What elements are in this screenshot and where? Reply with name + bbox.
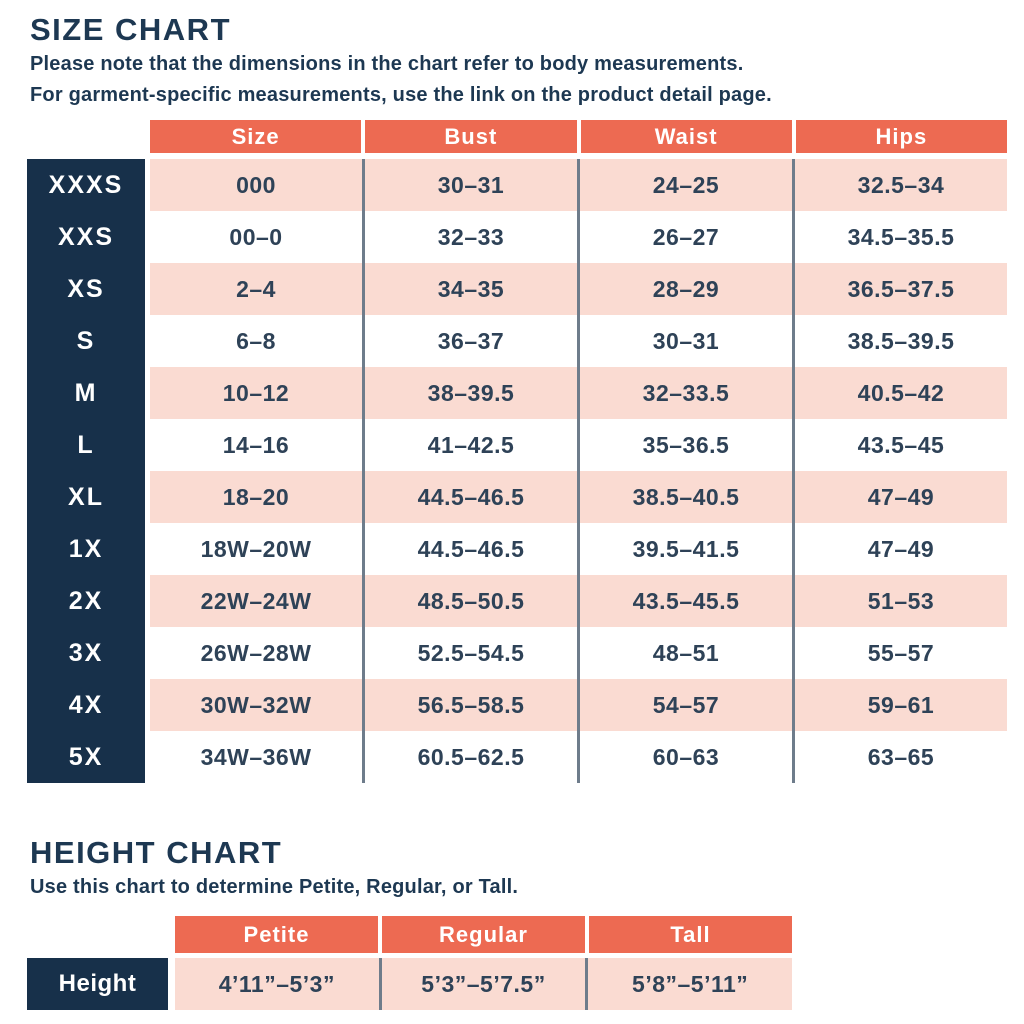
height-table-row (175, 958, 792, 1010)
size-label-column (27, 159, 145, 783)
table-row (150, 315, 1007, 367)
hips-cell: 55–57 (792, 627, 1007, 679)
waist-cell: 32–33.5 (577, 367, 792, 419)
size-cell: 18W–20W (200, 535, 312, 562)
bust-cell: 30–31 (362, 159, 577, 211)
height-row-label: Height (27, 958, 168, 1010)
hips-cell: 32.5–34 (792, 159, 1007, 211)
height-table-header-row (175, 916, 792, 953)
bust-cell: 48.5–50.5 (362, 575, 577, 627)
table-row (150, 263, 1007, 315)
size-cell: 26W–28W (200, 639, 312, 666)
hips-cell: 43.5–45 (792, 419, 1007, 471)
size-row-label: 4X (68, 690, 104, 719)
waist-cell: 60–63 (577, 731, 792, 783)
size-row-label: XXS (57, 222, 115, 251)
waist-cell: 26–27 (577, 211, 792, 263)
regular-height-cell: 5’3”–5’7.5” (379, 958, 586, 1010)
hips-cell: 47–49 (792, 471, 1007, 523)
bust-cell: 44.5–46.5 (362, 471, 577, 523)
table-row (150, 627, 1007, 679)
size-table-body (27, 159, 1024, 783)
table-row (150, 367, 1007, 419)
bust-cell: 41–42.5 (362, 419, 577, 471)
size-table (27, 120, 1024, 783)
bust-cell: 44.5–46.5 (362, 523, 577, 575)
column-header-petite: Petite (175, 916, 378, 953)
size-row-label: XXXS (48, 170, 124, 199)
bust-cell: 38–39.5 (362, 367, 577, 419)
size-row-label: L (77, 430, 95, 459)
height-chart-note: Use this chart to determine Petite, Regular, or Tall. (30, 876, 519, 898)
column-header-hips: Hips (796, 120, 1007, 153)
bust-cell: 36–37 (362, 315, 577, 367)
size-table-header-row (150, 120, 1007, 153)
table-row (150, 419, 1007, 471)
petite-height-cell: 4’11”–5’3” (218, 970, 335, 997)
tall-height-cell: 5’8”–5’11” (585, 958, 792, 1010)
size-chart-note-line2: For garment-specific measurements, use the link on the product detail page. (30, 84, 772, 106)
size-row-label: XL (68, 482, 104, 511)
size-table-rows (150, 159, 1007, 783)
hips-cell: 47–49 (792, 523, 1007, 575)
height-chart-header (30, 835, 1024, 902)
size-cell: 18–20 (222, 483, 290, 510)
column-header-size: Size (150, 120, 361, 153)
waist-cell: 43.5–45.5 (577, 575, 792, 627)
size-cell: 22W–24W (200, 587, 312, 614)
bust-cell: 34–35 (362, 263, 577, 315)
bust-cell: 60.5–62.5 (362, 731, 577, 783)
waist-cell: 24–25 (577, 159, 792, 211)
waist-cell: 38.5–40.5 (577, 471, 792, 523)
bust-cell: 52.5–54.5 (362, 627, 577, 679)
column-header-bust: Bust (365, 120, 576, 153)
table-row (150, 211, 1007, 263)
size-row-label: XS (67, 274, 105, 303)
bust-cell: 56.5–58.5 (362, 679, 577, 731)
size-row-label: M (74, 378, 98, 407)
size-row-label: 5X (68, 742, 104, 771)
hips-cell: 51–53 (792, 575, 1007, 627)
hips-cell: 40.5–42 (792, 367, 1007, 419)
size-cell: 34W–36W (200, 743, 312, 770)
size-cell: 000 (236, 171, 276, 198)
waist-cell: 54–57 (577, 679, 792, 731)
size-cell: 14–16 (222, 431, 290, 458)
hips-cell: 59–61 (792, 679, 1007, 731)
size-cell: 2–4 (236, 275, 276, 302)
size-cell: 30W–32W (200, 691, 312, 718)
table-row (150, 575, 1007, 627)
column-header-regular: Regular (382, 916, 585, 953)
table-row (150, 731, 1007, 783)
size-row-label: 3X (68, 638, 104, 667)
size-row-label: 1X (68, 534, 104, 563)
waist-cell: 35–36.5 (577, 419, 792, 471)
size-cell: 10–12 (222, 379, 290, 406)
table-row (150, 159, 1007, 211)
waist-cell: 39.5–41.5 (577, 523, 792, 575)
table-row (150, 471, 1007, 523)
size-chart-title: SIZE CHART (30, 12, 231, 47)
hips-cell: 38.5–39.5 (792, 315, 1007, 367)
hips-cell: 36.5–37.5 (792, 263, 1007, 315)
height-table (27, 916, 1024, 1010)
size-cell: 00–0 (229, 223, 283, 250)
waist-cell: 48–51 (577, 627, 792, 679)
size-row-label: 2X (68, 586, 104, 615)
size-row-label: S (76, 326, 96, 355)
column-header-tall: Tall (589, 916, 792, 953)
waist-cell: 30–31 (577, 315, 792, 367)
waist-cell: 28–29 (577, 263, 792, 315)
hips-cell: 34.5–35.5 (792, 211, 1007, 263)
hips-cell: 63–65 (792, 731, 1007, 783)
column-header-waist: Waist (581, 120, 792, 153)
table-row (150, 679, 1007, 731)
bust-cell: 32–33 (362, 211, 577, 263)
size-chart-header (30, 12, 1024, 110)
table-row (150, 523, 1007, 575)
size-cell: 6–8 (236, 327, 276, 354)
size-chart-note-line1: Please note that the dimensions in the chart refer to body measurements. (30, 53, 744, 75)
height-table-body (27, 958, 1024, 1010)
height-chart-title: HEIGHT CHART (30, 835, 283, 870)
